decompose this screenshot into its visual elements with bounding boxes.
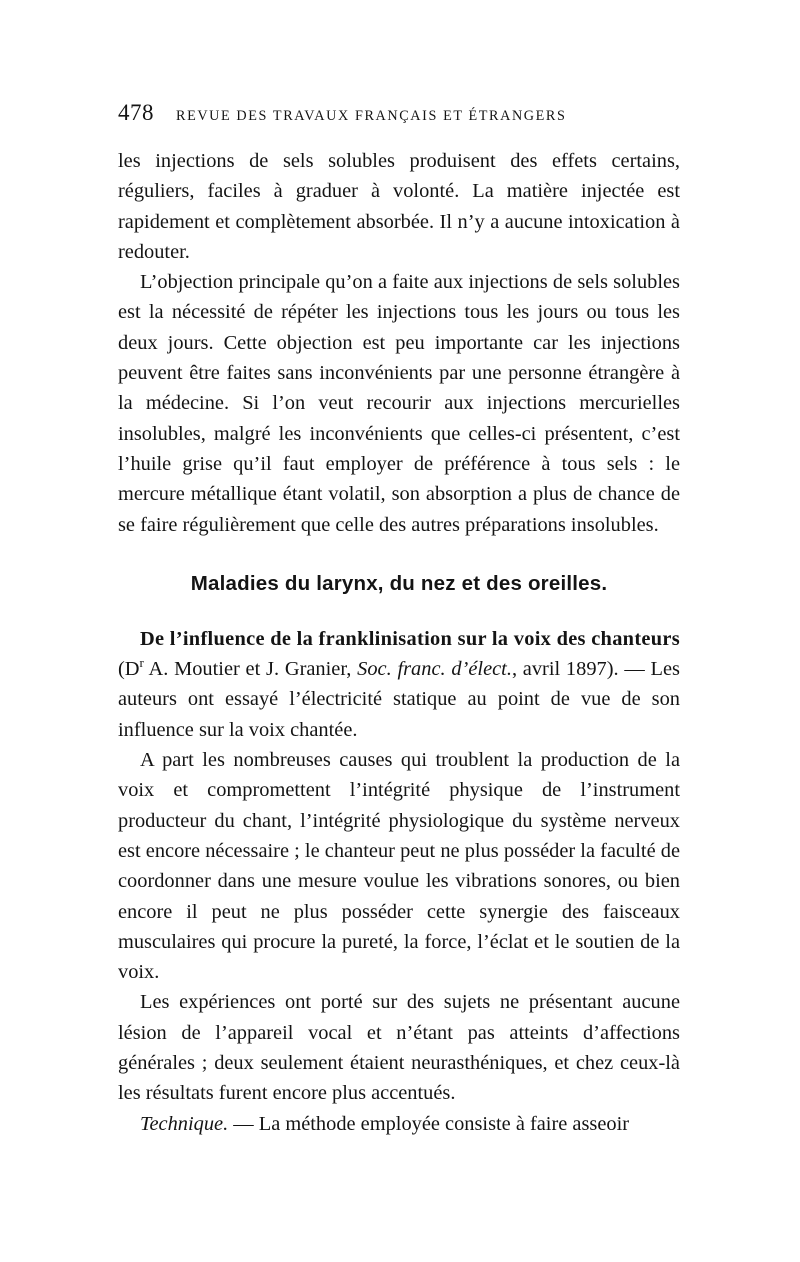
reference-authors: A. Moutier et J. Granier, [143, 658, 358, 681]
article-intro: — Les auteurs ont essayé l’électricité statique au point de vue de son influence sur la voix chantée. [118, 658, 680, 741]
article-title: De l’influence de la franklinisation sur la voix des chanteurs [140, 627, 680, 650]
article-paragraph-1 [118, 624, 680, 745]
technique-text: — La méthode employée consiste à faire asseoir [228, 1112, 630, 1135]
article-paragraph-2: A part les nombreuses causes qui troublent la production de la voix et compromettent l’intégrité physique de l’instrument producteur du chant, l’intégrité physiologique du système nerveux est encore nécessaire ; le chanteur peut ne plus posséder la faculté de coordonner dans une mesure voulue les vibrations sonores, ou bien encore il peut ne plus posséder cette synergie des faisceaux musculaires qui procure la pureté, la force, l’éclat et le soutien de la voix. [118, 749, 680, 984]
reference-date: , avril 1897). [511, 658, 619, 681]
body-paragraph-2: L’objection principale qu’on a faite aux injections de sels solubles est la nécessité de répéter les injections tous les jours ou tous les deux jours. Cette objection est peu importante car les injections peuvent être faites sans inconvénients par une personne étrangère à la médecine. Si l’on veut recourir aux injections mercurielles insolubles, malgré les inconvénients que celles-ci présentent, c’est l’huile grise qu’il faut employer de préférence à tous sels : le mercure métallique étant volatil, son absorption a plus de chance de se faire régulièrement que celle des autres préparations insolubles. [118, 271, 680, 536]
body-paragraph-1: les injections de sels solubles produisent des effets certains, réguliers, faciles à graduer à volonté. La matière injectée est rapidement et complètement absorbée. Il n’y a aucune intoxication à redouter. [118, 150, 680, 263]
reference-journal: Soc. franc. d’élect. [357, 658, 512, 681]
running-title: REVUE DES TRAVAUX FRANÇAIS ET ÉTRANGERS [176, 108, 567, 124]
technique-label: Technique. [140, 1112, 229, 1135]
article-paragraph-3: Les expériences ont porté sur des sujets ne présentant aucune lésion de l’appareil vocal et n’étant pas atteints d’affections générales ; deux seulement étaient neurasthéniques, et chez ceux-là les résultats furent encore plus accentués. [118, 991, 680, 1105]
page-number: 478 [118, 100, 154, 125]
running-header [118, 100, 680, 132]
section-heading: Maladies du larynx, du nez et des oreilles. [190, 571, 608, 595]
reference-open: (D [118, 658, 140, 681]
article-paragraph-4 [118, 1109, 680, 1139]
reference-sup: r [139, 655, 144, 671]
document-page [118, 100, 680, 1139]
